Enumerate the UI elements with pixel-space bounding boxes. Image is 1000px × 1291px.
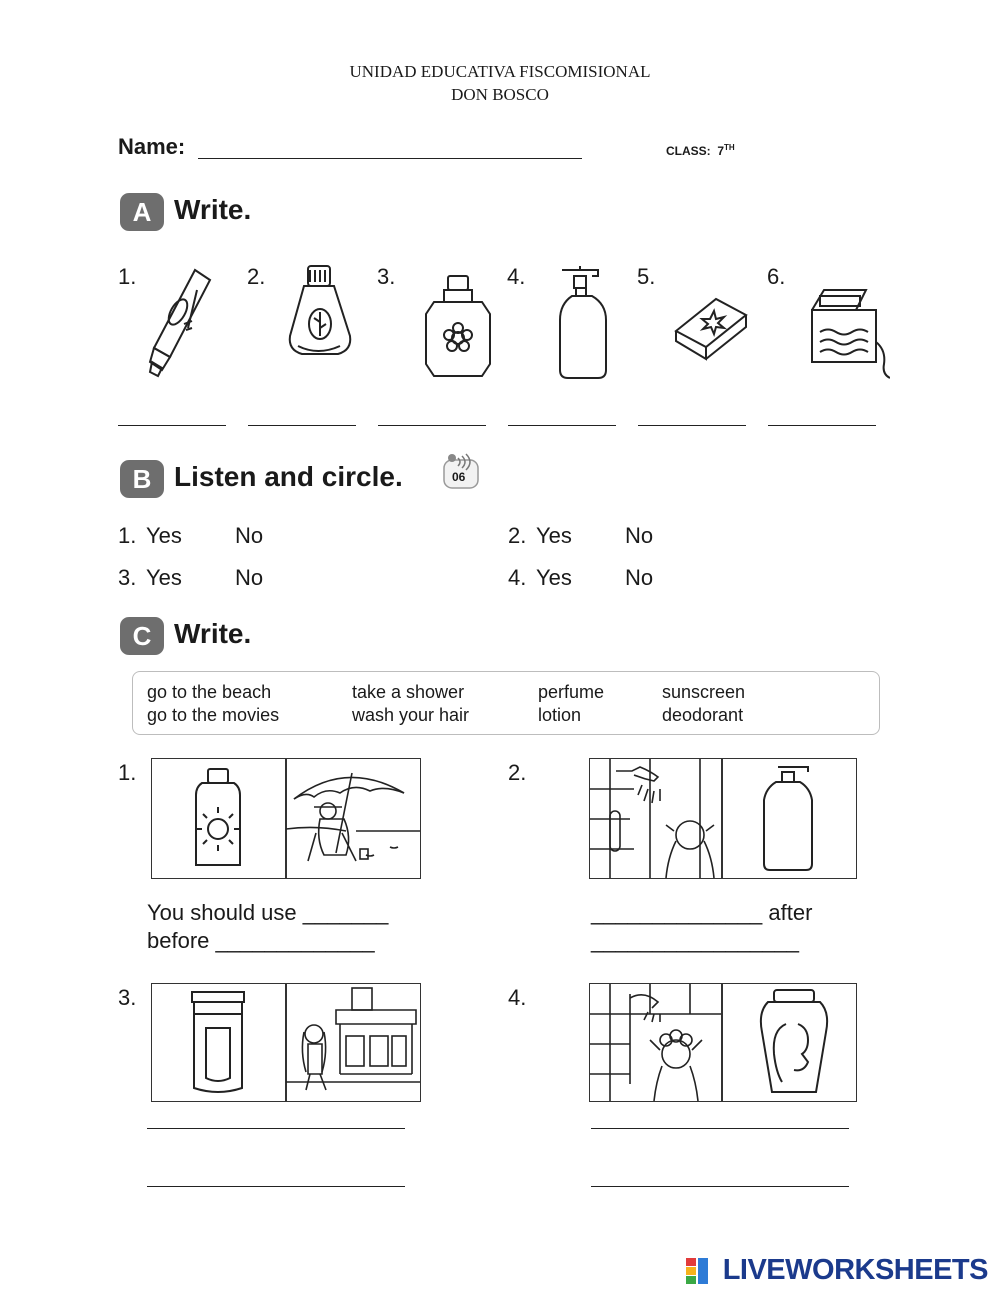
class-value: 7 [717, 144, 725, 158]
shower-picture [589, 758, 723, 879]
item-number: 1. [118, 264, 137, 289]
answer-line[interactable] [591, 1186, 849, 1187]
yes-option[interactable]: Yes [146, 523, 182, 548]
listen-item-number: 2. [508, 523, 527, 548]
no-option[interactable]: No [625, 565, 654, 590]
liveworksheets-logo: LIVEWORKSHEETS [722, 1254, 988, 1286]
answer-line-4[interactable] [508, 425, 616, 426]
exercise-sentence-line2[interactable]: before _____________ [147, 928, 375, 953]
section-b-title: Listen and circle. [174, 461, 403, 492]
item-number: 4. [507, 264, 526, 289]
toothpaste-icon [140, 262, 220, 382]
sunscreen-picture [151, 758, 287, 879]
no-option[interactable]: No [625, 523, 654, 548]
dental-floss-icon [800, 282, 890, 382]
section-c-badge: C [120, 617, 164, 655]
answer-line-5[interactable] [638, 425, 746, 426]
answer-line-6[interactable] [768, 425, 876, 426]
item-number: 2. [247, 264, 266, 289]
audio-track-number: 06 [452, 470, 466, 484]
washing-hair-picture [589, 983, 723, 1102]
cinema-picture [285, 983, 421, 1102]
no-option[interactable]: No [235, 565, 264, 590]
school-subname: DON BOSCO [451, 85, 549, 104]
deodorant-picture [151, 983, 287, 1102]
audio-icon[interactable] [442, 452, 480, 490]
yes-option[interactable]: Yes [146, 565, 182, 590]
soap-bar-icon [670, 285, 750, 375]
shampoo-picture [721, 983, 857, 1102]
exercise-number: 2. [508, 760, 527, 785]
section-b-badge: B [120, 460, 164, 498]
liveworksheets-logo-icon [686, 1258, 708, 1284]
answer-line[interactable] [147, 1128, 405, 1129]
item-number: 6. [767, 264, 786, 289]
word-bank-item: lotion [538, 705, 582, 725]
answer-line-3[interactable] [378, 425, 486, 426]
yes-option[interactable]: Yes [536, 523, 572, 548]
word-bank-item: take a shower [352, 682, 465, 702]
word-bank-item: go to the movies [147, 705, 280, 725]
class-label: CLASS: 7TH [666, 143, 735, 158]
exercise-number: 4. [508, 985, 527, 1010]
answer-line-1[interactable] [118, 425, 226, 426]
item-number: 5. [637, 264, 656, 289]
beach-picture [285, 758, 421, 879]
exercise-sentence-line1[interactable]: You should use _______ [147, 900, 389, 925]
yes-option[interactable]: Yes [536, 565, 572, 590]
answer-line[interactable] [591, 1128, 849, 1129]
school-name: UNIDAD EDUCATIVA FISCOMISIONAL [349, 62, 651, 81]
answer-line[interactable] [147, 1186, 405, 1187]
section-a-title: Write. [174, 194, 252, 225]
section-c-title: Write. [174, 618, 252, 649]
name-field[interactable] [198, 158, 582, 159]
no-option[interactable]: No [235, 523, 264, 548]
answer-line-2[interactable] [248, 425, 356, 426]
name-label: Name: [118, 134, 186, 159]
exercise-number: 3. [118, 985, 137, 1010]
item-number: 3. [377, 264, 396, 289]
section-a-badge: A [120, 193, 164, 231]
lotion-picture [721, 758, 857, 879]
listen-item-number: 1. [118, 523, 137, 548]
lotion-pump-icon [548, 262, 628, 382]
listen-item-number: 3. [118, 565, 137, 590]
perfume-icon [418, 262, 498, 382]
word-bank-item: wash your hair [352, 705, 470, 725]
exercise-sentence-line2[interactable]: _________________ [591, 928, 800, 953]
word-bank-item: deodorant [662, 705, 744, 725]
exercise-number: 1. [118, 760, 137, 785]
exercise-sentence-line1[interactable]: ______________ after [591, 900, 813, 925]
word-bank-item: perfume [538, 682, 605, 702]
mouthwash-icon [278, 262, 358, 382]
word-bank-item: sunscreen [662, 682, 746, 702]
word-bank-item: go to the beach [147, 682, 272, 702]
listen-item-number: 4. [508, 565, 527, 590]
